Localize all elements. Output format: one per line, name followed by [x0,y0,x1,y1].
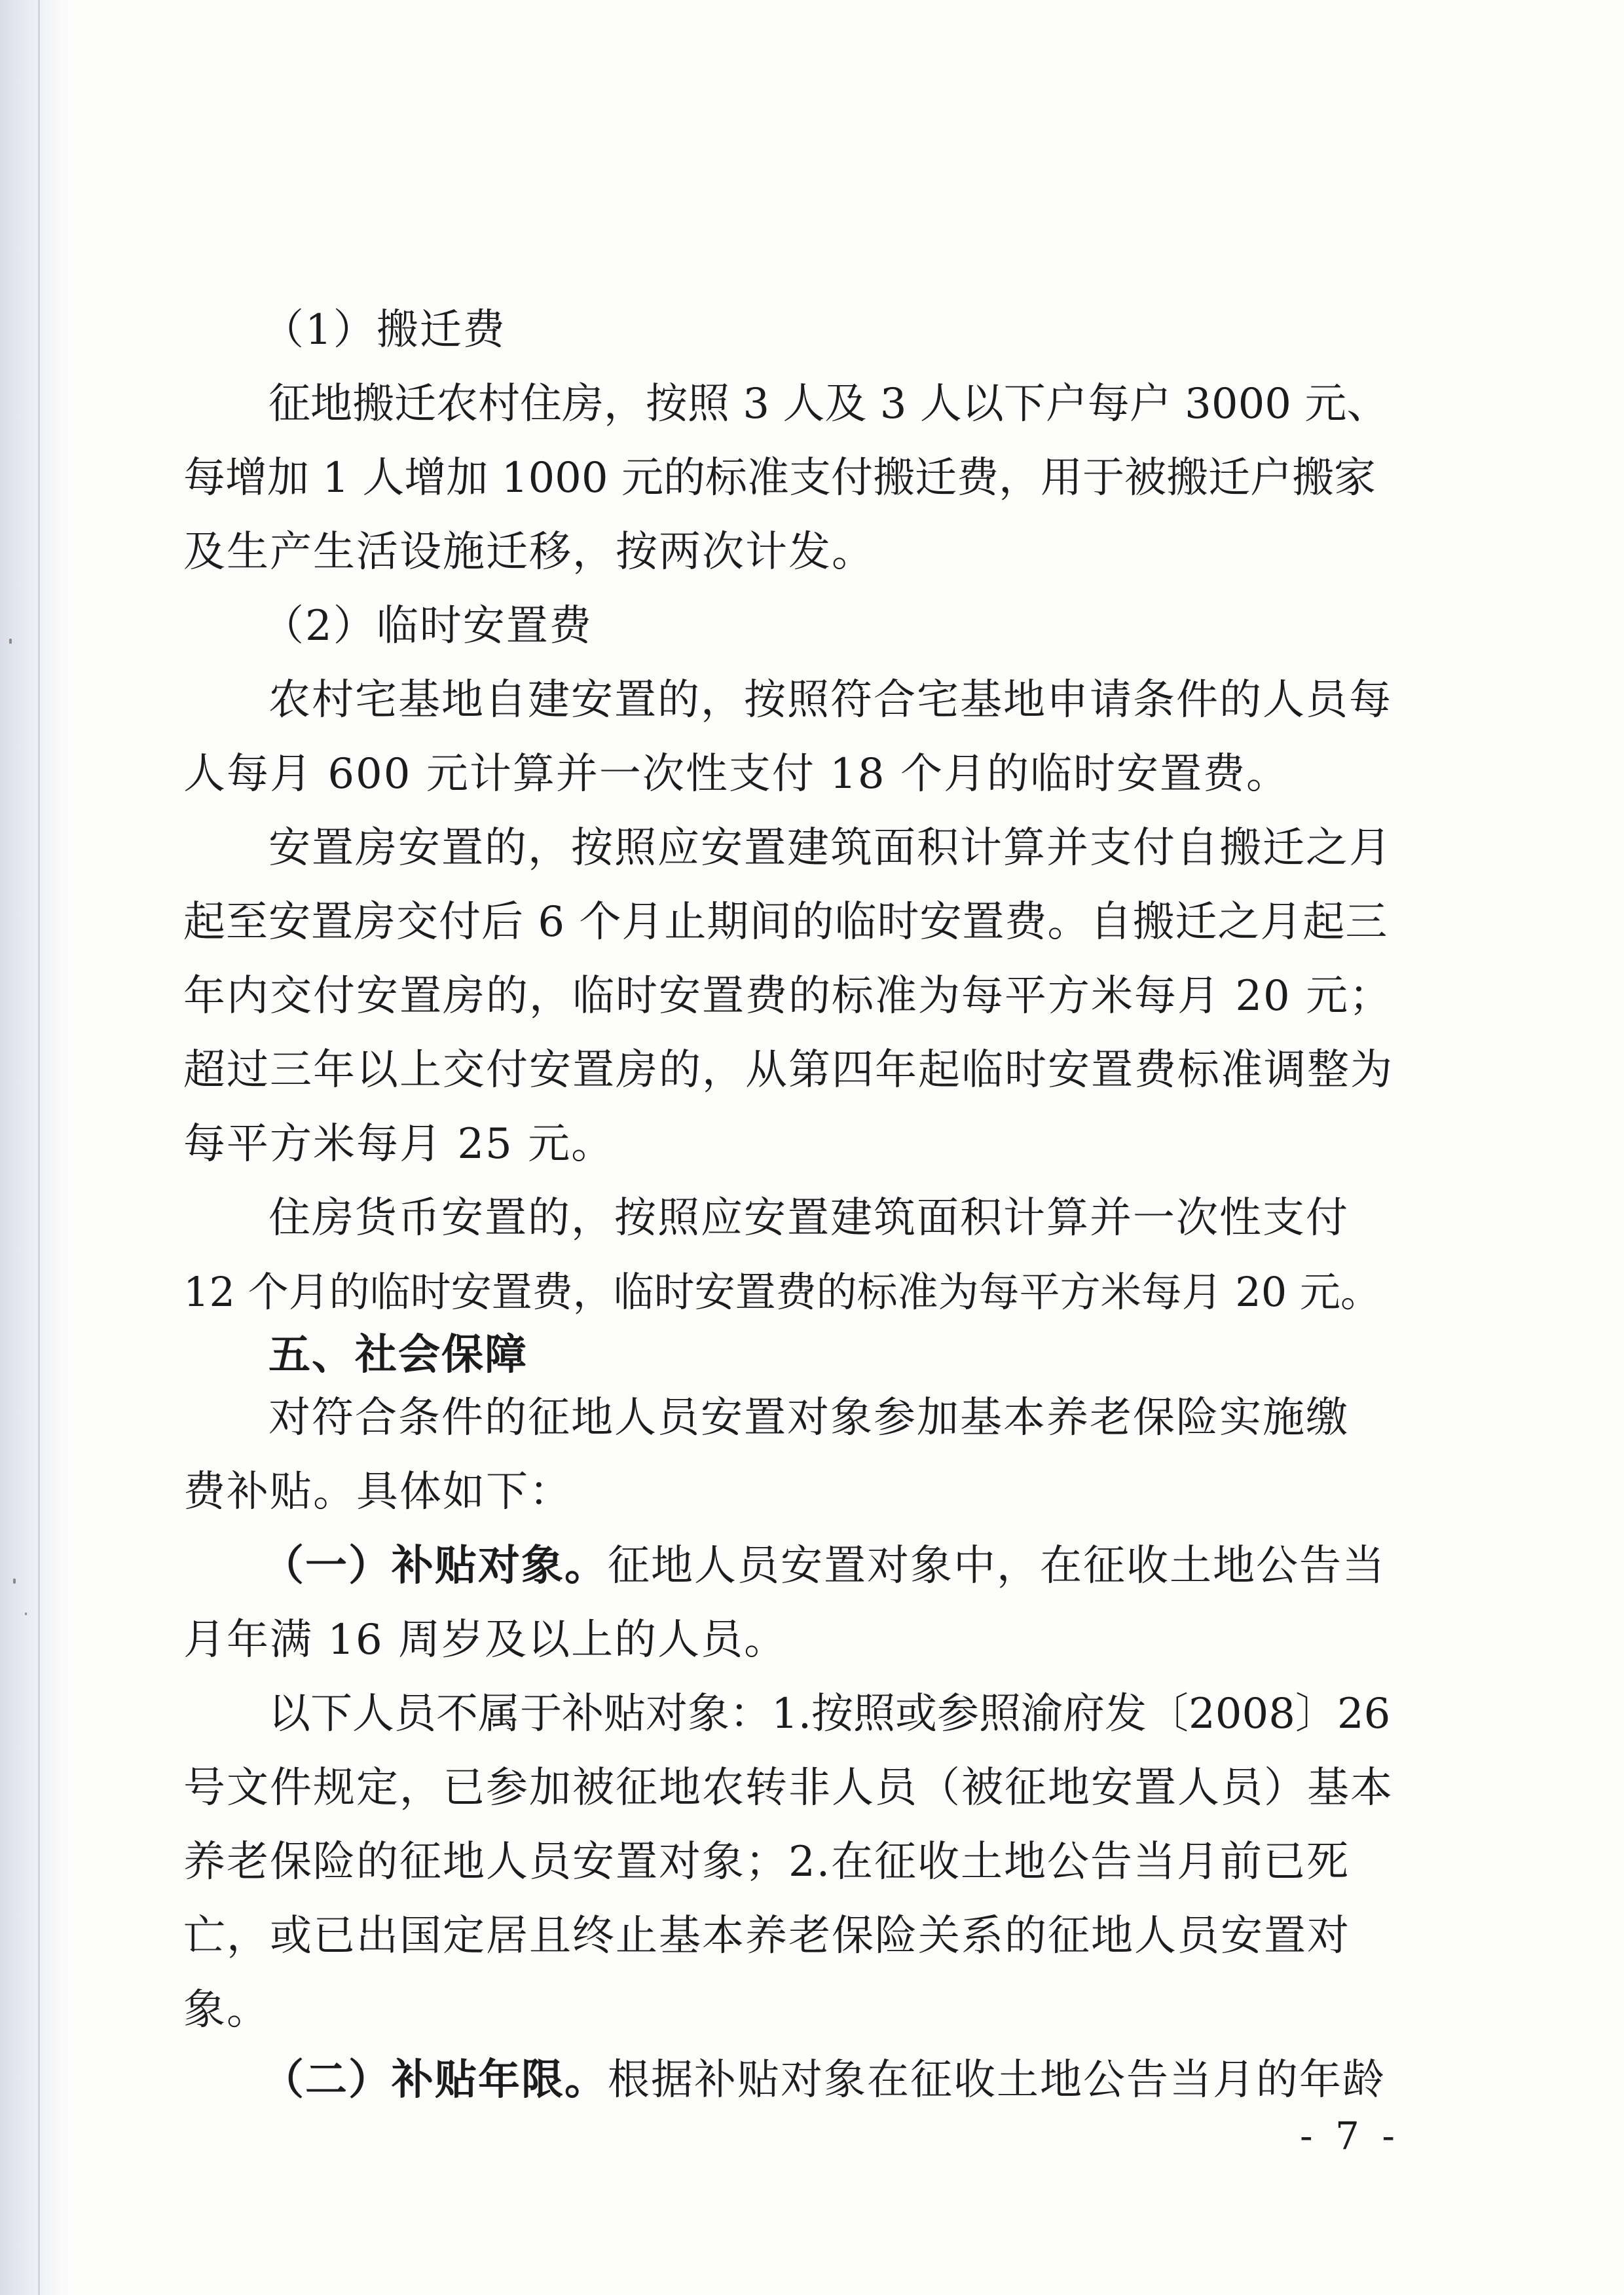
paragraph-line: 年内交付安置房的，临时安置费的标准为每平方米每月 20 元； [183,972,1393,1020]
subsidy-target-line [262,1540,1386,1592]
section-heading-social-security: 五、社会保障 [268,1331,528,1379]
paragraph-line: 每增加 1 人增加 1000 元的标准支付搬迁费，用于被搬迁户搬家 [183,454,1376,502]
paragraph-line: 起至安置房交付后 6 个月止期间的临时安置费。自搬迁之月起三 [183,898,1388,946]
paragraph-line: 对符合条件的征地人员安置对象参加基本养老保险实施缴 [268,1394,1349,1442]
paragraph-line: 征地搬迁农村住房，按照 3 人及 3 人以下户每户 3000 元、 [268,380,1389,428]
paragraph-line: 超过三年以上交付安置房的，从第四年起临时安置费标准调整为 [183,1046,1393,1094]
heading-temporary-fee: （2）临时安置费 [262,602,593,650]
paragraph-line: 农村宅基地自建安置的，按照符合宅基地申请条件的人员每 [268,676,1392,724]
paragraph-line: 号文件规定，已参加被征地农转非人员（被征地安置人员）基本 [183,1764,1393,1812]
paragraph-line: 养老保险的征地人员安置对象；2.在征收土地公告当月前已死 [183,1838,1350,1886]
paragraph-line: 月年满 16 周岁及以上的人员。 [183,1616,788,1664]
subsidy-years-text: 根据补贴对象在征收土地公告当月的年龄 [608,2056,1386,2104]
paragraph-line: 每平方米每月 25 元。 [183,1120,615,1168]
heading-moving-fee: （1）搬迁费 [262,306,506,354]
scan-speck [13,1578,16,1584]
subheading-subsidy-target: （一）补贴对象。 [262,1542,608,1590]
paragraph-line: 亡，或已出国定居且终止基本养老保险关系的征地人员安置对 [183,1912,1350,1960]
paragraph-line: 人每月 600 元计算并一次性支付 18 个月的临时安置费。 [183,750,1289,798]
paragraph-line: 及生产生活设施迁移，按两次计发。 [183,528,875,576]
paragraph-line: 象。 [183,1986,270,2034]
subsidy-target-text: 征地人员安置对象中，在征收土地公告当 [608,1542,1386,1590]
scan-speck [9,639,12,644]
page-number: - 7 - [1300,2114,1400,2158]
paragraph-line: 安置房安置的，按照应安置建筑面积计算并支付自搬迁之月 [268,824,1392,872]
paragraph-line: 费补贴。具体如下： [183,1468,572,1516]
paragraph-line: 住房货币安置的，按照应安置建筑面积计算并一次性支付 [268,1194,1349,1242]
paragraph-line: 12 个月的临时安置费，临时安置费的标准为每平方米每月 20 元。 [183,1268,1381,1316]
subheading-subsidy-years: （二）补贴年限。 [262,2056,608,2104]
paragraph-line: 以下人员不属于补贴对象：1.按照或参照渝府发〔2008〕26 [268,1690,1391,1738]
scan-edge-shadow [0,0,72,2295]
scan-edge-line [38,0,40,2295]
scan-speck [25,1613,27,1615]
subsidy-years-line [262,2054,1386,2106]
